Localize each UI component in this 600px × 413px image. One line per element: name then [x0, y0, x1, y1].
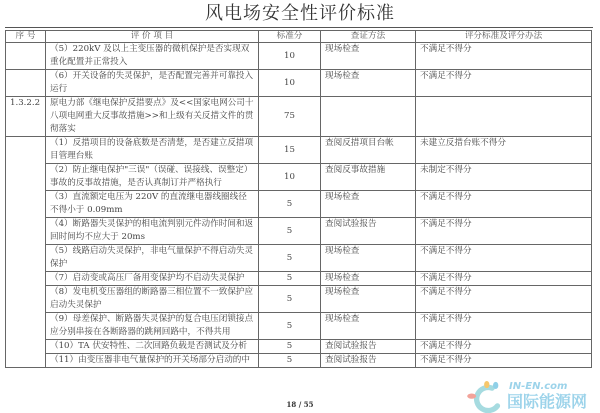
cell-item: （5）线路启动失灵保护，非电气量保护不得启动失灵保护	[46, 245, 259, 272]
table-row	[6, 43, 592, 70]
cell-score: 5	[259, 272, 321, 286]
cell-method: 现场检查	[321, 70, 416, 97]
cell-item: （1）反措项目的设备底数是否清楚，是否建立反措项目管理台账	[46, 137, 259, 164]
cell-method: 查阅反事故措施	[321, 164, 416, 191]
cell-score: 10	[259, 70, 321, 97]
cell-method: 现场检查	[321, 191, 416, 218]
cell-criteria: 不满足不得分	[416, 313, 592, 340]
cell-criteria: 不满足不得分	[416, 286, 592, 313]
cell-seq	[6, 164, 46, 191]
cell-item: （10）TA 伏安特性、二次回路负载是否测试及分析	[46, 340, 259, 354]
page-number: 18 / 55	[286, 400, 314, 409]
cell-criteria: 不满足不得分	[416, 245, 592, 272]
header-item: 评 价 项 目	[46, 31, 259, 43]
cell-item: （8）发电机变压器组的断路器三相位置不一致保护应启动失灵保护	[46, 286, 259, 313]
cell-seq	[6, 286, 46, 313]
cell-seq	[6, 340, 46, 354]
cell-seq: 1.3.2.2	[6, 97, 46, 137]
cell-criteria: 不满足不得分	[416, 43, 592, 70]
cell-score: 5	[259, 218, 321, 245]
cell-criteria: 未建立反措台账不得分	[416, 137, 592, 164]
cell-criteria: 不满足不得分	[416, 354, 592, 368]
cell-seq	[6, 245, 46, 272]
cell-score: 5	[259, 313, 321, 340]
cell-seq	[6, 313, 46, 340]
cell-seq	[6, 272, 46, 286]
cell-criteria: 不满足不得分	[416, 218, 592, 245]
cell-score: 5	[259, 340, 321, 354]
cell-seq	[6, 43, 46, 70]
cell-method: 查阅试验报告	[321, 354, 416, 368]
cell-item: （5）220kV 及以上主变压器的微机保护是否实现双重化配置并正常投入	[46, 43, 259, 70]
watermark-logo	[465, 381, 600, 413]
cell-method: 查阅试验报告	[321, 340, 416, 354]
cell-item: （2）防止继电保护"三误"（误碰、误接线、误整定）事故的反事故措施，是否认真制订并严格执行	[46, 164, 259, 191]
cell-criteria: 不满足不得分	[416, 191, 592, 218]
cell-seq	[6, 70, 46, 97]
title-divider	[5, 27, 593, 28]
table-row	[6, 354, 592, 368]
table-row	[6, 70, 592, 97]
watermark-en: IN-EN.com	[509, 381, 568, 392]
table-header-row	[6, 31, 592, 43]
cell-method: 现场检查	[321, 286, 416, 313]
watermark-cn: 国际能源网	[507, 392, 588, 411]
cell-seq	[6, 137, 46, 164]
cell-method: 现场检查	[321, 43, 416, 70]
cell-method	[321, 97, 416, 137]
cell-criteria: 未制定不得分	[416, 164, 592, 191]
header-method: 查证方法	[321, 31, 416, 43]
cell-score: 10	[259, 164, 321, 191]
document-title: 风电场安全性评价标准	[205, 3, 395, 24]
table-row	[6, 340, 592, 354]
cell-criteria: 不满足不得分	[416, 70, 592, 97]
cell-seq	[6, 218, 46, 245]
cell-method: 现场检查	[321, 245, 416, 272]
cell-criteria	[416, 97, 592, 137]
table-row	[6, 286, 592, 313]
table-row	[6, 137, 592, 164]
header-score: 标准分	[259, 31, 321, 43]
table-row	[6, 313, 592, 340]
table-row	[6, 164, 592, 191]
cell-method: 查阅试验报告	[321, 218, 416, 245]
header-seq: 序 号	[6, 31, 46, 43]
cell-item: （7）启动变或高压厂备用变保护均不启动失灵保护	[46, 272, 259, 286]
cell-seq	[6, 354, 46, 368]
cell-method: 现场检查	[321, 313, 416, 340]
cell-score: 15	[259, 137, 321, 164]
cell-seq	[6, 191, 46, 218]
table-row	[6, 97, 592, 137]
cell-method: 现场检查	[321, 272, 416, 286]
cell-item: （11）由变压器非电气量保护的开关场部分启动的中	[46, 354, 259, 368]
table-row	[6, 245, 592, 272]
cell-score: 5	[259, 191, 321, 218]
cell-item: （4）断路器失灵保护的相电流判别元件动作时间和返回时间均不应大于 20ms	[46, 218, 259, 245]
cell-item: （6）开关设备的失灵保护，是否配置完善并可靠投入运行	[46, 70, 259, 97]
cell-score: 10	[259, 43, 321, 70]
cell-item: 原电力部《继电保护反措要点》及<<国家电网公司十八项电网重大反事故措施>>和上级有关反措文件的贯彻落实	[46, 97, 259, 137]
table-row	[6, 218, 592, 245]
cell-score: 5	[259, 286, 321, 313]
cell-score: 5	[259, 245, 321, 272]
table-row	[6, 272, 592, 286]
cell-item: （3）直流额定电压为 220V 的直流继电器线圈线径不得小于 0.09mm	[46, 191, 259, 218]
header-criteria: 评分标准及评分办法	[416, 31, 592, 43]
cell-criteria: 不满足不得分	[416, 272, 592, 286]
leaf-logo-icon	[465, 381, 505, 413]
cell-method: 查阅反措项目台帐	[321, 137, 416, 164]
evaluation-table	[5, 30, 592, 368]
cell-criteria: 不满足不得分	[416, 340, 592, 354]
cell-item: （9）母差保护、断路器失灵保护的复合电压闭锁接点应分别串接在各断路器的跳闸回路中，不得共用	[46, 313, 259, 340]
cell-score: 75	[259, 97, 321, 137]
table-row	[6, 191, 592, 218]
cell-score: 5	[259, 354, 321, 368]
